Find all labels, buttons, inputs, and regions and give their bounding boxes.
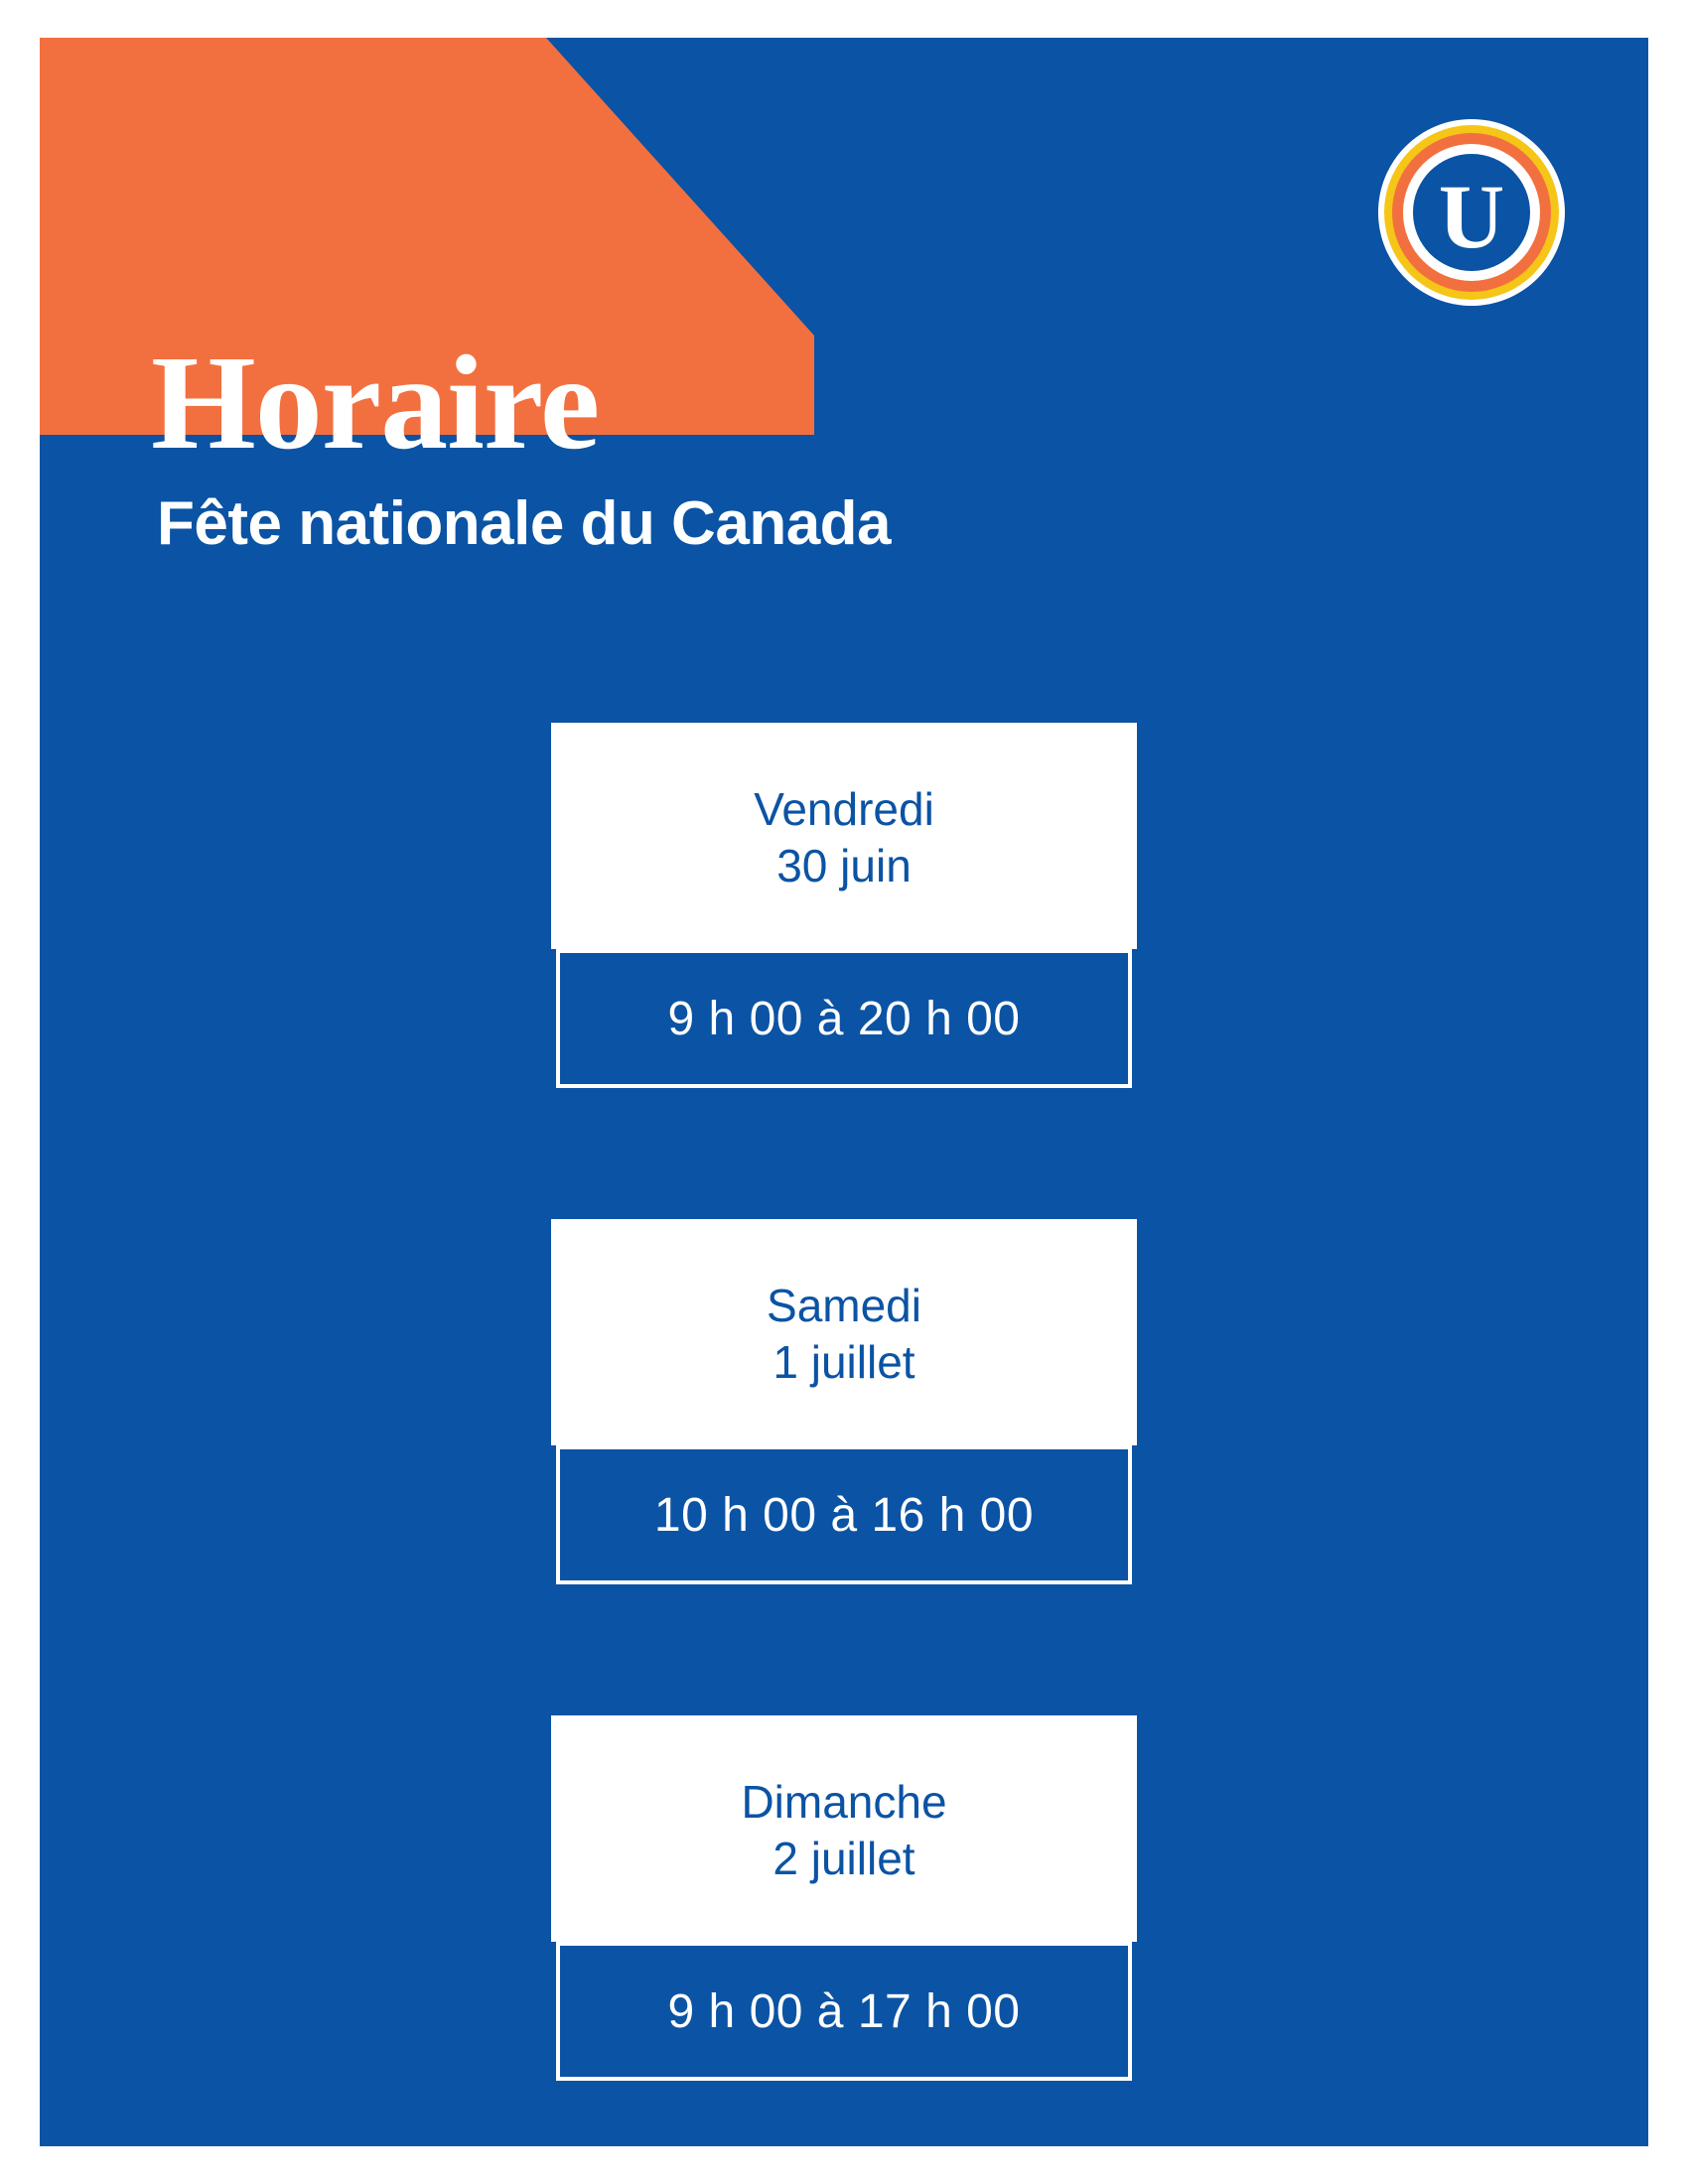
schedule-card-day	[551, 723, 1137, 949]
schedule-hours: 9 h 00 à 20 h 00	[556, 949, 1132, 1088]
title-block	[151, 329, 892, 558]
schedule-dayname: Samedi	[767, 1279, 921, 1331]
schedule-dayname: Vendredi	[754, 782, 934, 835]
schedule-card	[551, 1219, 1137, 1584]
schedule-daydate: 30 juin	[776, 840, 912, 891]
page-title: Horaire	[151, 329, 600, 478]
schedule-dayname: Dimanche	[741, 1775, 947, 1828]
university-logo	[1374, 115, 1569, 310]
page-subtitle: Fête nationale du Canada	[157, 489, 892, 558]
schedule-daydate: 1 juillet	[773, 1336, 915, 1388]
schedule-card-day	[551, 1219, 1137, 1445]
logo-letter: U	[1438, 166, 1505, 267]
schedule-card	[551, 1715, 1137, 2081]
schedule-hours: 9 h 00 à 17 h 00	[556, 1942, 1132, 2081]
schedule-hours: 10 h 00 à 16 h 00	[556, 1445, 1132, 1584]
schedule-daydate: 2 juillet	[773, 1833, 915, 1884]
schedule-card	[551, 723, 1137, 1088]
schedule-list	[40, 723, 1648, 2081]
poster-canvas	[40, 38, 1648, 2146]
schedule-card-day	[551, 1715, 1137, 1942]
